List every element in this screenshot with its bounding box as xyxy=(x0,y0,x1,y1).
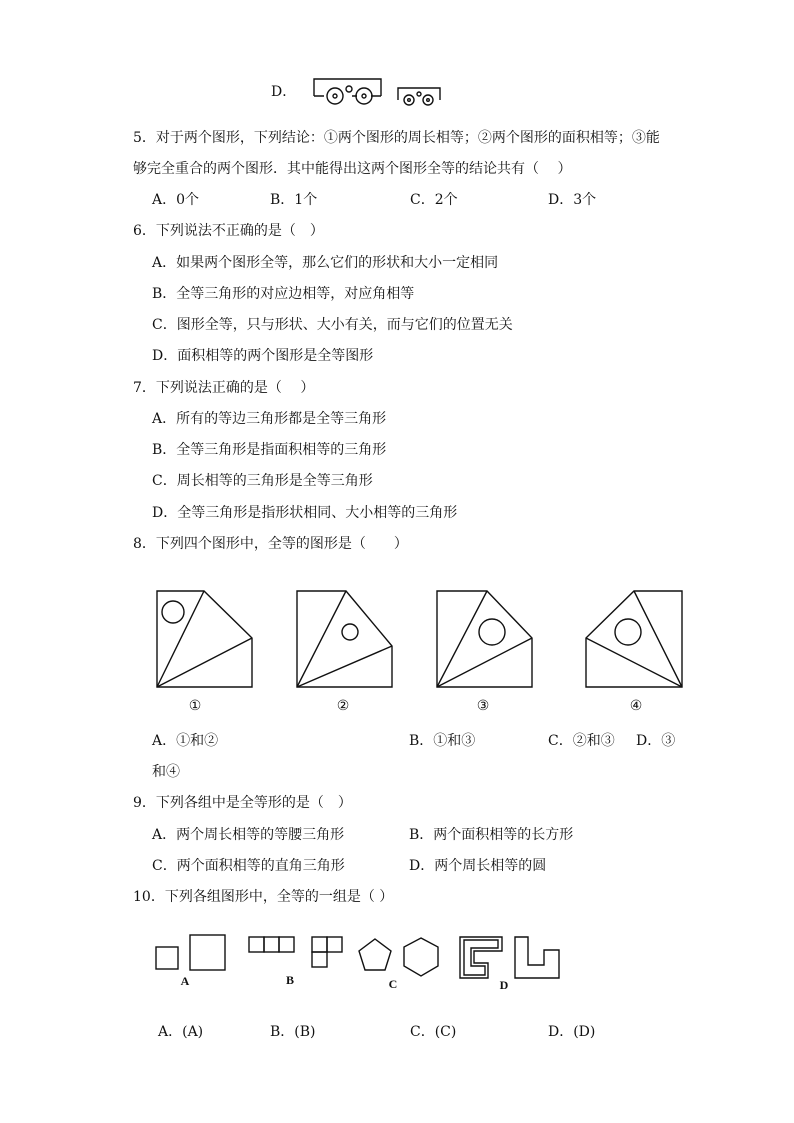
q8-figure-label-4: ④ xyxy=(629,699,643,714)
q8-figure-label-1: ① xyxy=(188,699,202,714)
q10-group-c-polygons xyxy=(359,938,438,976)
q10-group-a-squares xyxy=(156,935,225,970)
q10-option-b: B．(B) xyxy=(270,1024,316,1040)
small-car-shape xyxy=(398,88,440,105)
q7-stem: 7．下列说法正确的是（ ） xyxy=(133,380,315,396)
q7-option-d: D．全等三角形是指形状相同、大小相等的三角形 xyxy=(152,505,458,521)
q7-option-c: C．周长相等的三角形是全等三角形 xyxy=(152,473,373,489)
q10-group-d-notched-shapes xyxy=(460,937,559,978)
q7-option-a: A．所有的等边三角形都是全等三角形 xyxy=(152,411,387,427)
q10-figure-label-b: B xyxy=(285,973,295,987)
q5-stem-line2: 够完全重合的两个图形．其中能得出这两个图形全等的结论共有（ ） xyxy=(133,161,572,177)
q10-option-c: C．(C) xyxy=(410,1024,457,1040)
q8-figure-4 xyxy=(586,591,682,687)
q8-figure-1 xyxy=(157,591,252,687)
q8-option-b: B．①和③ xyxy=(409,733,476,749)
q8-figure-3 xyxy=(437,591,532,687)
q4-option-d-label: D． xyxy=(271,84,297,100)
q10-option-d: D．(D) xyxy=(548,1024,596,1040)
q6-option-b: B．全等三角形的对应边相等，对应角相等 xyxy=(152,286,415,302)
q8-stem: 8．下列四个图形中，全等的图形是（ ） xyxy=(133,536,408,552)
q9-option-b: B．两个面积相等的长方形 xyxy=(409,827,574,843)
q6-option-a: A．如果两个图形全等，那么它们的形状和大小一定相同 xyxy=(152,255,499,271)
q5-stem-line1: 5．对于两个图形，下列结论：①两个图形的周长相等；②两个图形的面积相等；③能 xyxy=(133,130,660,146)
q9-stem: 9．下列各组中是全等形的是（ ） xyxy=(133,795,352,811)
q7-option-b: B．全等三角形是指面积相等的三角形 xyxy=(152,442,387,458)
q8-option-c: C．②和③ xyxy=(548,733,615,749)
q10-figure-label-d: D xyxy=(499,978,509,992)
q8-option-d: D．③ xyxy=(636,733,676,749)
q5-option-a: A．0个 xyxy=(152,192,200,208)
q8-figure-2 xyxy=(297,591,392,687)
large-car-shape xyxy=(314,79,381,104)
q6-stem: 6．下列说法不正确的是（ ） xyxy=(133,223,324,239)
q5-option-b: B．1个 xyxy=(270,192,318,208)
q10-option-a: A．(A) xyxy=(158,1024,204,1040)
q10-group-b-square-tiles xyxy=(249,937,342,967)
q8-figure-label-2: ② xyxy=(336,699,350,714)
q9-option-a: A．两个周长相等的等腰三角形 xyxy=(152,827,345,843)
q4-option-d-car-figures xyxy=(308,70,448,112)
q10-figures xyxy=(140,925,580,995)
q9-option-d: D．两个周长相等的圆 xyxy=(409,858,547,874)
q10-figure-label-a: A xyxy=(180,974,190,988)
q10-stem: 10．下列各组图形中，全等的一组是（ ） xyxy=(133,889,394,905)
q9-option-c: C．两个面积相等的直角三角形 xyxy=(152,858,345,874)
q8-option-a: A．①和② xyxy=(152,733,219,749)
q6-option-c: C．图形全等，只与形状、大小有关，而与它们的位置无关 xyxy=(152,317,513,333)
q10-figure-label-c: C xyxy=(388,977,398,991)
q8-figure-label-3: ③ xyxy=(476,699,490,714)
q6-option-d: D．面积相等的两个图形是全等图形 xyxy=(152,348,374,364)
q5-option-d: D．3个 xyxy=(548,192,597,208)
q8-option-d-wrap: 和④ xyxy=(152,764,180,780)
q8-figures xyxy=(140,580,700,720)
q5-option-c: C．2个 xyxy=(410,192,458,208)
